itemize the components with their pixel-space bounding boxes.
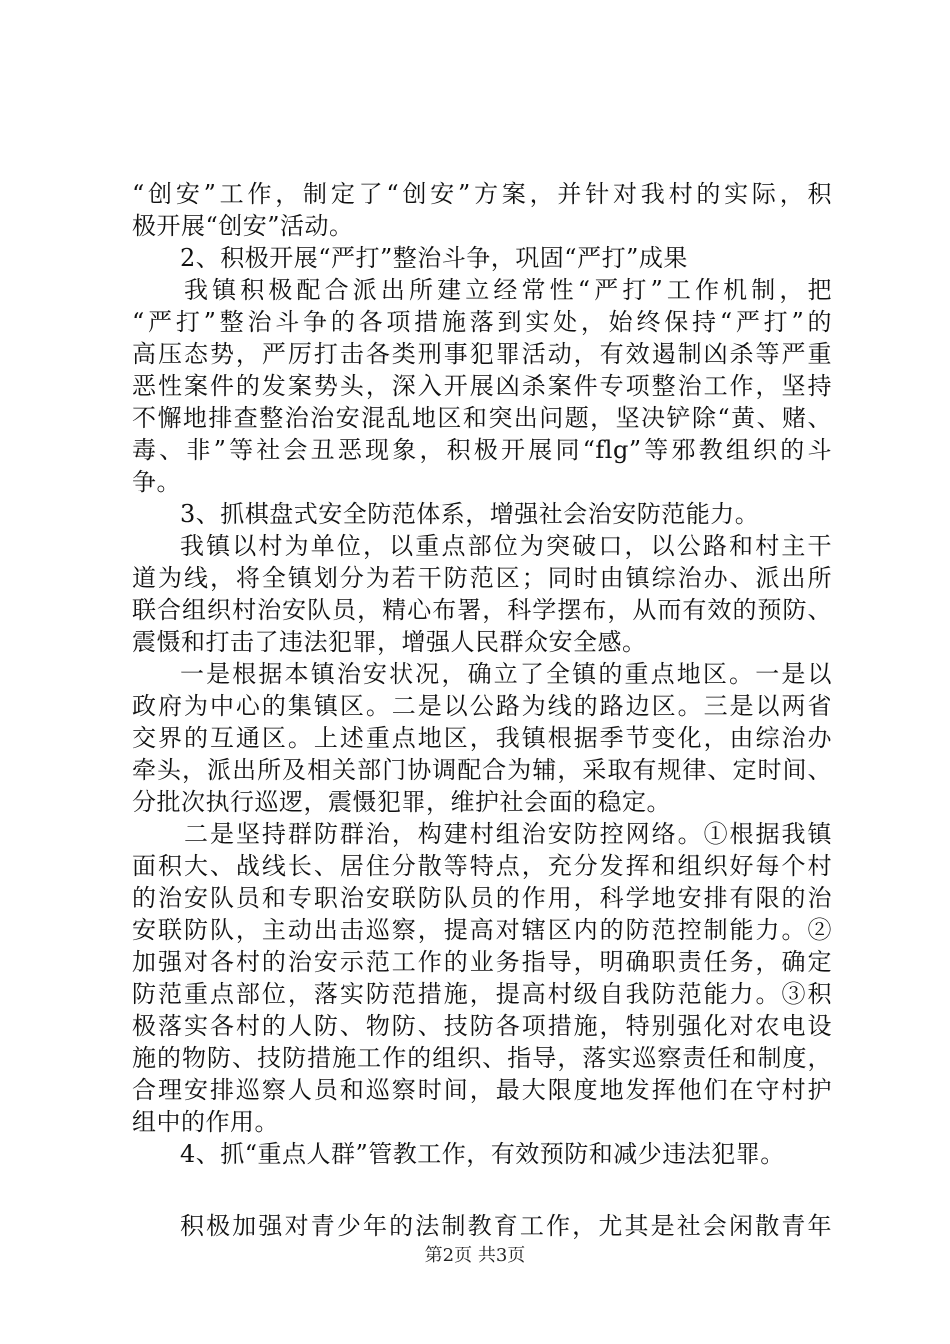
body-line: 毒、非”等社会丑恶现象，积极开展同“flg”等邪教组织的斗	[132, 436, 832, 464]
body-line: 的治安队员和专职治安联防队员的作用，科学地安排有限的治	[132, 884, 832, 912]
body-line: 争。	[132, 468, 181, 496]
section-heading: 3、抓棋盘式安全防范体系，增强社会治安防范能力。	[180, 500, 760, 528]
body-line: 我镇积极配合派出所建立经常性“严打”工作机制，把	[184, 276, 832, 304]
body-line: “严打”整治斗争的各项措施落到实处，始终保持“严打”的	[132, 308, 832, 336]
body-line: 面积大、战线长、居住分散等特点，充分发挥和组织好每个村	[132, 852, 832, 880]
section-heading: 2、积极开展“严打”整治斗争，巩固“严打”成果	[180, 244, 688, 272]
section-heading: 4、抓“重点人群”管教工作，有效预防和减少违法犯罪。	[180, 1140, 785, 1168]
body-line: 组中的作用。	[132, 1108, 279, 1136]
body-line: 高压态势，严厉打击各类刑事犯罪活动，有效遏制凶杀等严重	[132, 340, 832, 368]
body-line: 恶性案件的发案势头，深入开展凶杀案件专项整治工作，坚持	[132, 372, 832, 400]
body-line: “创安”工作，制定了“创安”方案，并针对我村的实际，积	[132, 180, 832, 208]
page-number-footer: 第2页 共3页	[424, 1245, 526, 1266]
body-line: 防范重点部位，落实防范措施，提高村级自我防范能力。③积	[132, 980, 832, 1008]
body-line: 一是根据本镇治安状况，确立了全镇的重点地区。一是以	[180, 660, 832, 688]
body-line: 合理安排巡察人员和巡察时间，最大限度地发挥他们在守村护	[132, 1076, 832, 1104]
body-line: 不懈地排查整治治安混乱地区和突出问题，坚决铲除“黄、赌、	[132, 404, 832, 432]
body-line: 极落实各村的人防、物防、技防各项措施，特别强化对农电设	[132, 1012, 832, 1040]
body-line: 加强对各村的治安示范工作的业务指导，明确职责任务，确定	[132, 948, 832, 976]
body-line: 二是坚持群防群治，构建村组治安防控网络。①根据我镇	[184, 820, 832, 848]
body-line: 道为线，将全镇划分为若干防范区；同时由镇综治办、派出所	[132, 564, 832, 592]
body-line: 牵头，派出所及相关部门协调配合为辅，采取有规律、定时间、	[132, 756, 832, 784]
body-line: 交界的互通区。上述重点地区，我镇根据季节变化，由综治办	[132, 724, 832, 752]
body-line: 分批次执行巡逻，震慑犯罪，维护社会面的稳定。	[132, 788, 671, 816]
body-line: 安联防队，主动出击巡察，提高对辖区内的防范控制能力。②	[132, 916, 832, 944]
body-line: 震慑和打击了违法犯罪，增强人民群众安全感。	[132, 628, 647, 656]
body-line: 我镇以村为单位，以重点部位为突破口，以公路和村主干	[180, 532, 832, 560]
body-line: 积极加强对青少年的法制教育工作，尤其是社会闲散青年	[180, 1212, 832, 1240]
body-line: 联合组织村治安队员，精心布署，科学摆布，从而有效的预防、	[132, 596, 832, 624]
body-line: 政府为中心的集镇区。二是以公路为线的路边区。三是以两省	[132, 692, 832, 720]
body-line: 施的物防、技防措施工作的组织、指导，落实巡察责任和制度，	[132, 1044, 832, 1072]
body-line: 极开展“创安”活动。	[132, 212, 354, 240]
